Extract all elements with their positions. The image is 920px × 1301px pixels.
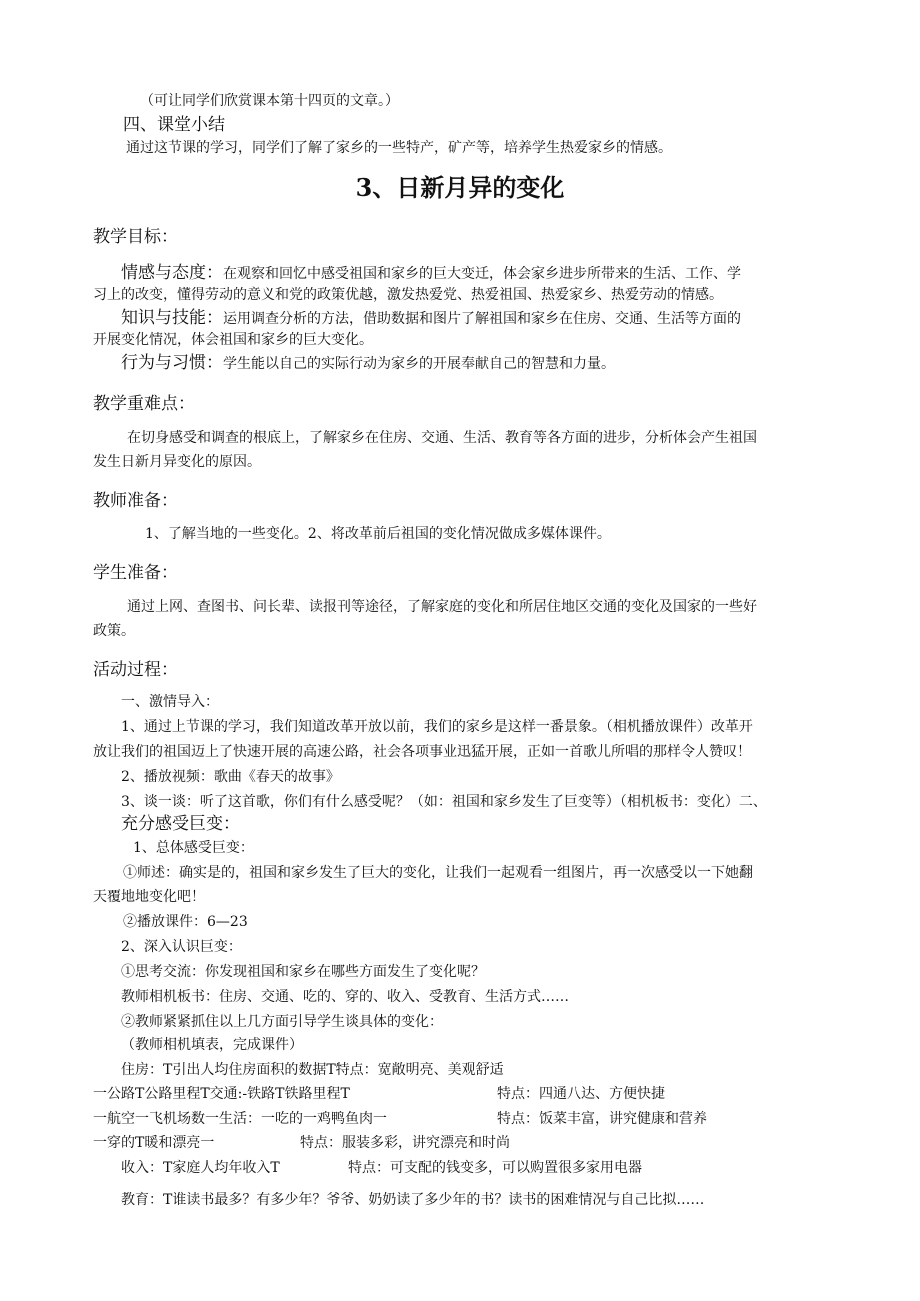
objectives-heading: 教学目标：	[93, 227, 178, 247]
behavior-label: 行为与习惯：	[121, 353, 223, 373]
board-text: 教师相机板书：住房、交通、吃的、穿的、收入、受教育、生活方式……	[121, 989, 569, 1005]
emotion-line1	[121, 262, 741, 284]
table-note: （教师相机填表，完成课件）	[121, 1037, 303, 1053]
knowledge-text-1: 运用调查分析的方法，借助数据和图片了解祖国和家乡在住房、交通、生活等方面的	[223, 311, 741, 327]
step1-3: 3、谈一谈：听了这首歌，你们有什么感受呢？（如：祖国和家乡发生了巨变等）（相机板书：变化）二、	[121, 794, 767, 810]
student-prep-heading: 学生准备：	[93, 563, 178, 583]
lesson-title: 3、日新月异的变化	[355, 173, 565, 202]
emotion-line2: 习上的改变，懂得劳动的意义和党的政策优越，激发热爱党、热爱祖国、热爱家乡、热爱劳动的情感。	[93, 287, 723, 303]
step2-2: 2、深入认识巨变：	[121, 939, 242, 955]
student-prep-line1: 通过上网、查图书、问长辈、读报刊等途径，了解家庭的变化和所居住地区交通的变化及国家的一些好	[127, 599, 757, 615]
step1-1-line2: 放让我们的祖国迈上了快速开展的高速公路，社会各项事业迅猛开展，正如一首歌儿所唱的那样令人赞叹！	[93, 744, 751, 760]
teacher-prep-heading: 教师准备：	[93, 491, 178, 511]
step2-1: 1、总体感受巨变：	[133, 840, 254, 856]
education-row: 教育：T谁读书最多？有多少年？爷爷、奶奶读了多少年的书？读书的困难情况与自己比拟……	[121, 1192, 705, 1208]
food-row-right: 特点：饭菜丰富，讲究健康和营养	[497, 1111, 707, 1127]
traffic-row-left: 一公路T公路里程T交通:-铁路T铁路里程T	[93, 1086, 350, 1102]
step2-2b: ②教师紧紧抓住以上几方面引导学生谈具体的变化：	[121, 1014, 443, 1030]
step2-2a: ①思考交流：你发现祖国和家乡在哪些方面发生了变化呢？	[121, 964, 485, 980]
income-row-left: 收入：T家庭人均年收入T	[121, 1160, 280, 1176]
key-points-line2: 发生日新月异变化的原因。	[93, 454, 261, 470]
behavior-text: 学生能以自己的实际行动为家乡的开展奉献自己的智慧和力量。	[223, 356, 615, 372]
income-row-right: 特点：可支配的钱变多，可以购置很多家用电器	[348, 1160, 642, 1176]
clothing-row-left: 一穿的T暖和漂亮一	[93, 1135, 215, 1151]
step1-2: 2、播放视频：歌曲《春天的故事》	[121, 769, 340, 785]
knowledge-line1	[121, 307, 741, 329]
step1-heading: 一、激情导入：	[121, 694, 219, 710]
emotion-label: 情感与态度：	[121, 263, 223, 283]
teacher-prep-text: 1、了解当地的一些变化。2、将改革前后祖国的变化情况做成多媒体课件。	[145, 526, 611, 542]
key-points-line1: 在切身感受和调查的根底上，了解家乡在住房、交通、生活、教育等各方面的进步，分析体会产生祖国	[127, 430, 757, 446]
step2-heading: 充分感受巨变：	[121, 814, 240, 834]
knowledge-line2: 开展变化情况，体会祖国和家乡的巨大变化。	[93, 332, 373, 348]
section4-text: 通过这节课的学习，同学们了解了家乡的一些特产，矿产等，培养学生热爱家乡的情感。	[126, 140, 672, 156]
step1-1-line1: 1、通过上节课的学习，我们知道改革开放以前，我们的家乡是这样一番景象。（相机播放课件）改革开	[121, 719, 753, 735]
process-heading: 活动过程：	[93, 660, 178, 680]
food-row-left: 一航空一飞机场数一生活：一吃的一鸡鸭鱼肉一	[93, 1111, 387, 1127]
intro-note: （可让同学们欣赏课本第十四页的文章。）	[140, 93, 399, 109]
step2-1a-line2: 天覆地地变化吧！	[93, 889, 205, 905]
step2-1a-line1: ①师述：确实是的，祖国和家乡发生了巨大的变化，让我们一起观看一组图片，再一次感受以一下她翻	[123, 865, 753, 881]
behavior-line	[121, 352, 615, 374]
key-points-heading: 教学重难点：	[93, 394, 195, 414]
step2-1b: ②播放课件：6—23	[123, 914, 248, 930]
housing-row: 住房：T引出人均住房面积的数据T特点：宽敞明亮、美观舒适	[121, 1062, 504, 1078]
clothing-row-right: 特点：服装多彩，讲究漂亮和时尚	[300, 1135, 510, 1151]
traffic-row-right: 特点：四通八达、方便快捷	[497, 1086, 665, 1102]
student-prep-line2: 政策。	[93, 623, 135, 639]
section4-heading: 四、课堂小结	[123, 115, 225, 135]
emotion-text-1: 在观察和回忆中感受祖国和家乡的巨大变迁，体会家乡进步所带来的生活、工作、学	[223, 266, 741, 282]
knowledge-label: 知识与技能：	[121, 308, 223, 328]
